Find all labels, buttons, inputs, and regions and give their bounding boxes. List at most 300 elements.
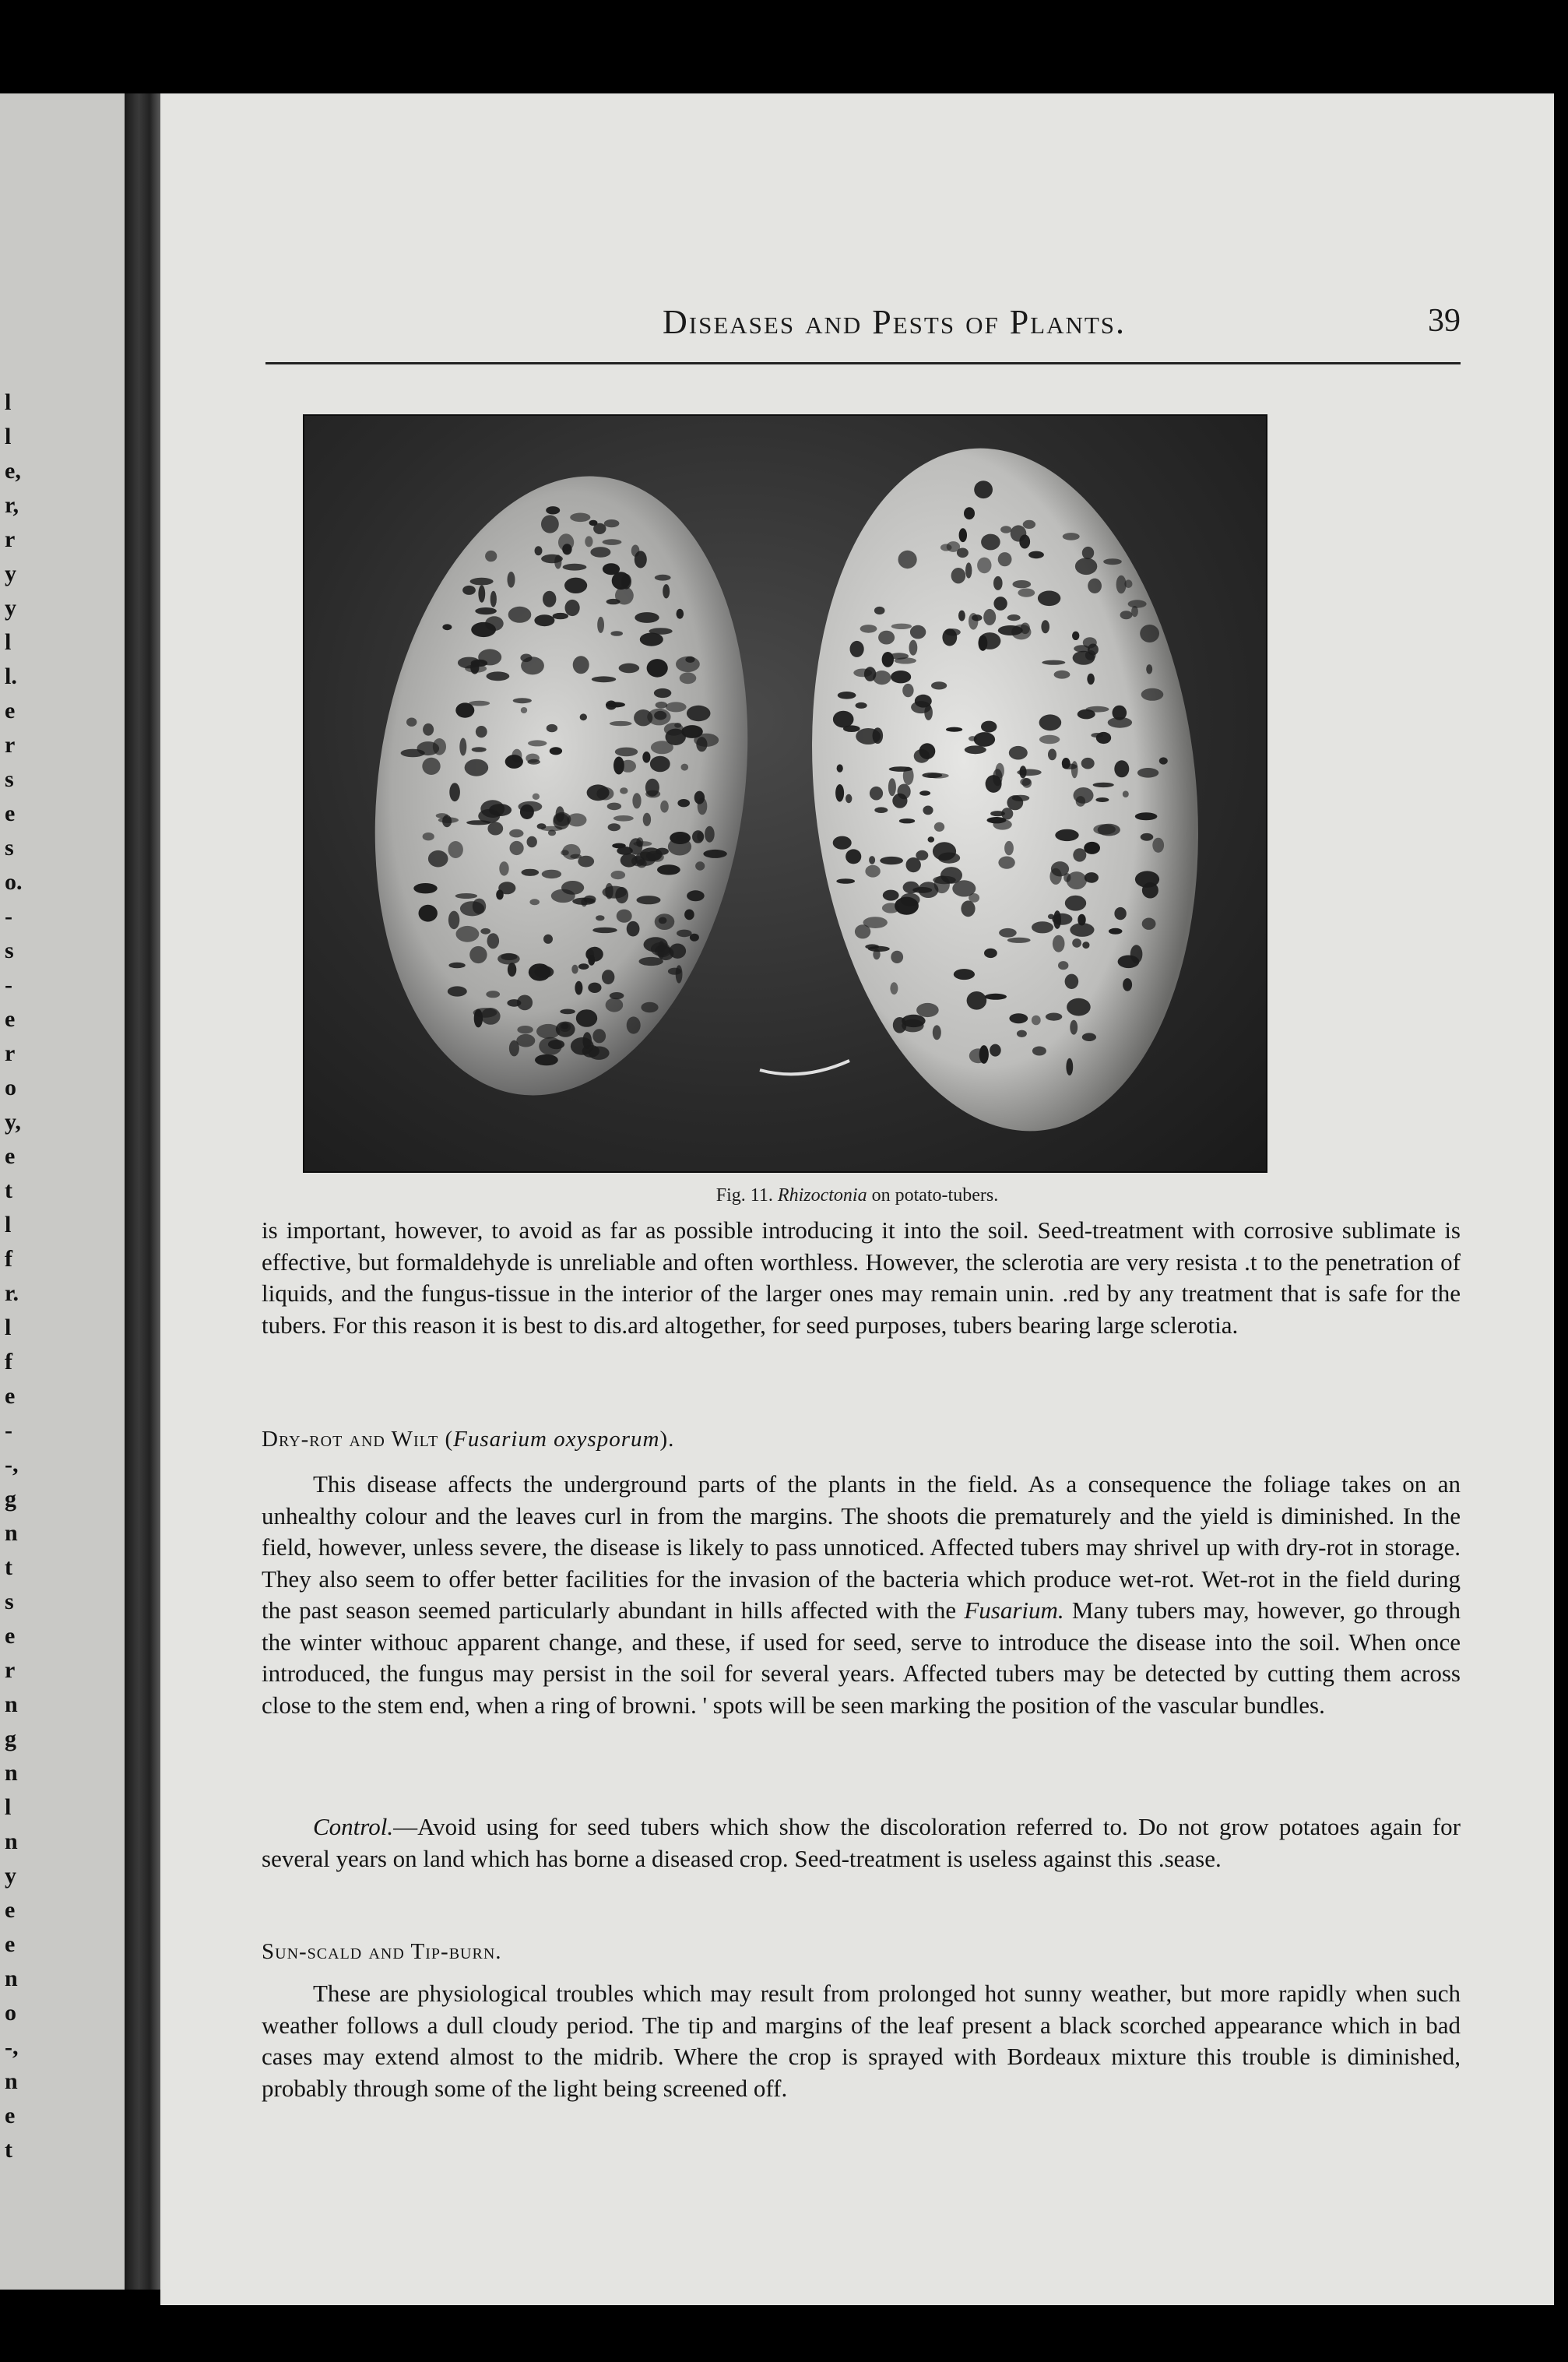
sclerotium-spot <box>1070 1020 1078 1035</box>
sclerotium-spot <box>580 713 587 720</box>
sclerotium-spot <box>981 534 1000 551</box>
facing-page-char: f <box>5 1246 12 1272</box>
sclerotium-spot <box>471 660 488 667</box>
sclerotium-spot <box>874 807 888 813</box>
sclerotium-spot <box>912 887 932 893</box>
sclerotium-spot <box>983 609 996 625</box>
sclerotium-spot <box>611 871 626 879</box>
sclerotium-spot <box>969 1048 987 1063</box>
facing-page-char: n <box>5 1829 18 1854</box>
sclerotium-spot <box>478 585 485 602</box>
running-title: Diseases and Pests of Plants. <box>663 303 1127 341</box>
sclerotium-spot <box>448 986 467 996</box>
sclerotium-spot <box>649 628 673 635</box>
right-tuber <box>779 429 1230 1150</box>
sclerotium-spot <box>942 628 957 646</box>
sclerotium-spot <box>1065 896 1086 911</box>
sclerotium-spot <box>465 759 489 776</box>
sclerotium-spot <box>705 826 715 843</box>
sclerotium-spot <box>462 586 476 595</box>
sclerotium-spot <box>610 631 623 636</box>
page-number: 39 <box>1428 303 1461 339</box>
sclerotium-spot <box>486 991 500 998</box>
sclerotium-spot <box>676 965 683 983</box>
sclerotium-spot <box>455 893 477 899</box>
sclerotium-spot <box>999 928 1017 938</box>
sclerotium-spot <box>1054 671 1071 679</box>
sclerotium-spot <box>1009 746 1028 760</box>
heading-sun-scald: Sun-scald and Tip-burn. <box>262 1939 502 1964</box>
sclerotium-spot <box>1137 768 1158 778</box>
sclerotium-spot <box>1055 829 1078 841</box>
caption-suffix: on potato-tubers. <box>871 1185 999 1206</box>
sclerotium-spot <box>869 856 875 864</box>
sclerotium-spot <box>977 558 991 574</box>
sclerotium-spot <box>1114 907 1126 920</box>
sclerotium-spot <box>934 822 944 832</box>
sclerotium-spot <box>1070 923 1094 937</box>
sclerotium-spot <box>833 711 854 728</box>
sclerotium-spot <box>510 841 524 855</box>
sclerotium-spot <box>1086 706 1109 713</box>
facing-page-char: l <box>5 389 12 415</box>
sclerotium-spot <box>1114 760 1129 777</box>
sclerotium-spot <box>550 747 562 755</box>
sclerotium-spot <box>1116 576 1127 594</box>
sclerotium-spot <box>860 625 877 633</box>
sclerotium-spot <box>1074 787 1094 804</box>
sclerotium-spot <box>878 631 895 645</box>
facing-page-char: l <box>5 1212 12 1237</box>
sclerotium-spot <box>923 806 933 815</box>
sclerotium-spot <box>1004 841 1014 855</box>
sclerotium-spot <box>684 910 694 921</box>
sclerotium-spot <box>1053 935 1065 952</box>
facing-page-char: l <box>5 629 12 655</box>
heading-paren-open: ( <box>445 1427 454 1452</box>
sclerotium-spot <box>604 519 620 527</box>
sclerotium-spot <box>640 633 663 646</box>
sclerotium-spot <box>919 743 936 759</box>
facing-page-edge <box>0 93 125 2290</box>
sclerotium-spot <box>889 766 912 772</box>
facing-page-char: y <box>5 595 16 621</box>
sclerotium-spot <box>1152 838 1164 853</box>
sclerotium-spot <box>423 833 434 840</box>
sclerotium-spot <box>951 568 966 583</box>
facing-page-char: f <box>5 1349 12 1375</box>
sclerotium-spot <box>610 721 632 726</box>
sclerotium-spot <box>1159 757 1168 764</box>
facing-page-char: o <box>5 2000 16 2026</box>
sclerotium-spot <box>529 899 540 905</box>
sclerotium-spot <box>658 941 664 959</box>
facing-page-char: s <box>5 1589 14 1614</box>
sclerotium-spot <box>855 924 870 938</box>
sclerotium-spot <box>605 883 613 899</box>
sclerotium-spot <box>592 928 617 933</box>
sclerotium-spot <box>508 572 515 588</box>
sclerotium-spot <box>469 701 490 706</box>
sclerotium-spot <box>554 812 571 826</box>
sclerotium-spot <box>1072 632 1079 640</box>
sclerotium-spot <box>1087 674 1095 685</box>
sclerotium-spot <box>637 859 647 868</box>
sclerotium-spot <box>575 981 582 995</box>
sclerotium-spot <box>513 698 532 703</box>
sclerotium-spot <box>521 707 527 713</box>
sclerotium-spot <box>922 773 942 778</box>
book-spine <box>125 93 160 2290</box>
sclerotium-spot <box>1053 910 1061 929</box>
sclerotium-spot <box>588 983 601 993</box>
sclerotium-spot <box>422 758 440 775</box>
sclerotium-spot <box>1141 833 1154 841</box>
sclerotium-spot <box>608 823 621 831</box>
sclerotium-spot <box>534 614 554 626</box>
control-label: Control. <box>313 1813 394 1840</box>
sclerotium-spot <box>660 801 669 813</box>
sclerotium-spot <box>619 664 640 674</box>
sclerotium-spot <box>617 910 632 923</box>
facing-page-char: t <box>5 1554 12 1580</box>
sclerotium-spot <box>621 574 631 590</box>
sclerotium-spot <box>1058 961 1068 970</box>
sclerotium-spot <box>613 815 634 822</box>
sclerotium-spot <box>965 562 972 578</box>
sclerotium-spot <box>676 657 700 672</box>
sclerotium-spot <box>984 949 997 958</box>
sclerotium-spot <box>998 625 1023 635</box>
sclerotium-spot <box>1039 714 1062 730</box>
dry-rot-genus: Fusarium. <box>964 1596 1064 1624</box>
heading-species: Fusarium oxysporum <box>453 1427 660 1452</box>
sclerotium-spot <box>993 597 1007 611</box>
sclerotium-spot <box>663 584 670 598</box>
sclerotium-spot <box>998 552 1012 566</box>
sclerotium-spot <box>865 865 880 878</box>
sclerotium-spot <box>698 797 708 815</box>
sclerotium-spot <box>615 748 638 757</box>
sclerotium-spot <box>561 881 584 895</box>
sclerotium-spot <box>1098 824 1120 836</box>
sclerotium-spot <box>541 515 559 533</box>
sclerotium-spot <box>650 756 670 773</box>
sclerotium-spot <box>902 1015 925 1027</box>
sclerotium-spot <box>512 749 522 763</box>
sclerotium-spot <box>906 857 921 872</box>
sclerotium-spot <box>687 890 705 901</box>
sclerotium-spot <box>1141 688 1164 701</box>
sclerotium-spot <box>1032 921 1053 933</box>
sclerotium-spot <box>606 702 625 707</box>
sclerotium-spot <box>695 861 705 870</box>
sclerotium-spot <box>850 641 864 657</box>
header-rule <box>265 362 1461 364</box>
sclerotium-spot <box>846 849 861 864</box>
facing-page-char: n <box>5 1520 18 1546</box>
sclerotium-spot <box>1048 749 1056 761</box>
sclerotium-spot <box>509 1040 519 1057</box>
sclerotium-spot <box>547 724 557 732</box>
sclerotium-spot <box>556 1022 575 1037</box>
caption-prefix: Fig. 11. <box>715 1185 773 1206</box>
sclerotium-spot <box>1039 735 1060 744</box>
sclerotium-spot <box>615 586 634 604</box>
facing-page-char: o. <box>5 869 23 895</box>
sclerotium-spot <box>639 957 663 966</box>
sclerotium-spot <box>587 784 610 801</box>
sclerotium-spot <box>508 607 532 623</box>
sclerotium-spot <box>1142 918 1156 930</box>
facing-page-char: e, <box>5 458 21 484</box>
sclerotium-spot <box>874 607 885 614</box>
sclerotium-spot <box>620 787 628 794</box>
sclerotium-spot <box>563 564 587 571</box>
sclerotium-spot <box>516 1034 535 1047</box>
sclerotium-spot <box>965 745 986 754</box>
facing-page-char: g <box>5 1726 16 1751</box>
sclerotium-spot <box>979 635 988 651</box>
sclerotium-spot <box>632 793 641 808</box>
sclerotium-spot <box>967 991 987 1010</box>
sclerotium-spot <box>958 611 965 621</box>
sclerotium-spot <box>993 819 1011 830</box>
sclerotium-spot <box>846 794 852 803</box>
sclerotium-spot <box>880 857 903 864</box>
sclerotium-spot <box>459 738 466 756</box>
sclerotium-spot <box>607 803 621 811</box>
facing-page-char: e <box>5 698 16 723</box>
sclerotium-spot <box>890 982 898 994</box>
sclerotium-spot <box>703 850 726 858</box>
sclerotium-spot <box>677 930 692 938</box>
sclerotium-spot <box>1007 614 1021 621</box>
sclerotium-spot <box>543 935 553 944</box>
sclerotium-spot <box>1028 551 1044 559</box>
sclerotium-spot <box>535 1054 558 1065</box>
sclerotium-spot <box>520 654 532 663</box>
sclerotium-spot <box>527 836 537 848</box>
sclerotium-spot <box>1091 733 1102 737</box>
sclerotium-spot <box>1007 938 1031 943</box>
sclerotium-spot <box>990 811 1005 816</box>
sclerotium-spot <box>564 578 587 593</box>
sclerotium-spot <box>666 702 687 712</box>
sclerotium-spot <box>438 817 459 823</box>
sclerotium-spot <box>621 760 636 773</box>
sclerotium-spot <box>646 851 661 861</box>
sclerotium-spot <box>1067 998 1091 1016</box>
sclerotium-spot <box>553 613 568 619</box>
sclerotium-spot <box>1113 706 1127 720</box>
sclerotium-spot <box>615 887 628 903</box>
sclerotium-spot <box>487 822 503 835</box>
sclerotium-spot <box>560 1009 575 1015</box>
sclerotium-spot <box>1020 778 1031 786</box>
sclerotium-spot <box>456 926 480 942</box>
facing-page-char: -, <box>5 2034 19 2060</box>
heading-paren-close: ). <box>659 1427 675 1452</box>
sclerotium-spot <box>933 1025 941 1040</box>
potato-tubers-photograph <box>303 414 1267 1173</box>
sclerotium-spot <box>655 575 671 581</box>
sclerotium-spot <box>565 600 580 616</box>
sclerotium-spot <box>643 813 651 826</box>
sclerotium-spot <box>1038 591 1060 607</box>
facing-page-char: -, <box>5 1452 19 1477</box>
sclerotium-spot <box>895 897 919 915</box>
sclerotium-spot <box>469 946 487 963</box>
sclerotium-spot <box>526 754 540 763</box>
sclerotium-spot <box>576 1009 597 1027</box>
sclerotium-spot <box>837 764 843 772</box>
sclerotium-spot <box>455 702 474 717</box>
sclerotium-spot <box>1135 871 1159 887</box>
sclerotium-spot <box>433 738 446 755</box>
sclerotium-spot <box>642 752 650 763</box>
sclerotium-spot <box>542 870 561 878</box>
sclerotium-spot <box>974 480 993 498</box>
dry-rot-text-a: This disease affects the underground parts of the plants in the field. As a consequence the foliage takes on an unhealthy colour and the leaves curl in from the margins. The shoots die prematurely and the yield is diminished. In the field, however, unless severe, the disease is likely to pass unnoticed. Affected tubers may shrivel up with dry-rot in storage. They also seem to offer better facilities for the invasion of the bacteria which produce wet-rot. Wet-rot in the field during the past season seemed particularly abundant in hills affected with the <box>262 1470 1461 1624</box>
facing-page-char: e <box>5 1383 16 1409</box>
facing-page-char: s <box>5 835 14 861</box>
sclerotium-spot <box>487 933 500 949</box>
sclerotium-spot <box>1019 535 1030 549</box>
sclerotium-spot <box>931 681 947 689</box>
sclerotium-spot <box>496 889 504 899</box>
sclerotium-spot <box>1032 1047 1046 1056</box>
facing-page-char: l. <box>5 664 17 689</box>
facing-page-char: e <box>5 1143 16 1169</box>
sclerotium-spot <box>413 883 437 893</box>
facing-page-char: e <box>5 1623 16 1649</box>
paragraph-seed-treatment: is important, however, to avoid as far as possible introducing it into the soil. Seed-treatment with corrosive sublimate is effective, but formaldehyde is unreliable and often worthless. However, the sclerotia are very resista .t to the penetration of liquids, and the fungus-tissue in the interior of the larger ones may remain unin. .red by any treatment that is safe for the tubers. For this reason it is best to dis.ard altogether, for seed purposes, tubers bearing large sclerotia. <box>262 1216 1461 1339</box>
facing-page-char: r <box>5 732 16 758</box>
sclerotium-spot <box>891 671 911 683</box>
sclerotium-spot <box>892 794 907 808</box>
sclerotium-spot <box>1082 942 1089 949</box>
sclerotium-spot <box>448 841 463 858</box>
sclerotium-spot <box>460 901 484 916</box>
sclerotium-spot <box>1095 797 1109 802</box>
facing-page-char: r <box>5 1040 16 1066</box>
sclerotium-spot <box>692 830 704 843</box>
sclerotium-spot <box>603 539 622 545</box>
sclerotium-spot <box>835 784 844 802</box>
sclerotium-spot <box>589 520 598 526</box>
sclerotium-spot <box>509 829 523 838</box>
sclerotium-spot <box>1012 795 1030 801</box>
sclerotium-spot <box>448 963 465 969</box>
sclerotium-spot <box>961 900 975 917</box>
sclerotium-spot <box>522 869 540 876</box>
sclerotium-spot <box>448 911 459 930</box>
sclerotium-spot <box>501 953 517 960</box>
sclerotium-spot <box>1048 914 1054 920</box>
sclerotium-spot <box>654 711 666 720</box>
sclerotium-spot <box>634 709 652 726</box>
facing-page-char: r <box>5 1657 16 1683</box>
facing-page-char: r. <box>5 1280 19 1306</box>
sclerotium-spot <box>1017 1030 1027 1037</box>
sclerotium-spot <box>957 548 969 558</box>
sclerotium-spot <box>633 841 652 847</box>
facing-page-char: s <box>5 766 14 792</box>
sclerotium-spot <box>480 928 490 935</box>
sclerotium-spot <box>473 1008 497 1018</box>
sclerotium-spot <box>676 835 687 841</box>
facing-page-char: y <box>5 561 16 586</box>
sclerotium-spot <box>470 578 494 586</box>
facing-page-char: t <box>5 2137 12 2163</box>
sclerotium-spot <box>489 804 512 816</box>
sclerotium-spot <box>1066 1058 1073 1075</box>
potato-illustration <box>304 416 1266 1171</box>
facing-page-char: s <box>5 938 14 963</box>
sclerotium-spot <box>934 875 950 893</box>
sclerotium-spot <box>585 536 592 547</box>
facing-page-char: - <box>5 1417 12 1443</box>
sclerotium-spot <box>959 528 967 542</box>
sclerotium-spot <box>631 545 640 557</box>
figure-caption <box>160 1185 1554 1206</box>
sclerotium-spot <box>554 554 561 568</box>
sclerotium-spot <box>1072 938 1081 948</box>
sclerotium-spot <box>902 684 913 697</box>
sclerotium-spot <box>1109 928 1123 935</box>
sclerotium-spot <box>891 951 903 963</box>
sclerotium-spot <box>490 591 497 607</box>
sclerotium-spot <box>596 915 604 921</box>
facing-page-char: e <box>5 2103 16 2128</box>
book-page <box>160 93 1554 2305</box>
sclerotium-spot <box>520 804 534 819</box>
sclerotium-spot <box>570 513 590 523</box>
sclerotium-spot <box>910 625 926 639</box>
sclerotium-spot <box>419 905 438 922</box>
sclerotium-spot <box>928 836 935 843</box>
facing-page-char: y, <box>5 1109 21 1135</box>
sclerotium-spot <box>853 669 872 678</box>
sclerotium-spot <box>1128 600 1147 607</box>
sclerotium-spot <box>592 676 616 682</box>
sclerotium-spot <box>1082 547 1094 559</box>
sclerotium-spot <box>406 718 417 727</box>
sclerotium-spot <box>916 1003 939 1017</box>
sclerotium-spot <box>535 546 543 555</box>
sclerotium-spot <box>1042 660 1065 665</box>
facing-page-char: e <box>5 1006 16 1032</box>
heading-dry-rot <box>262 1427 674 1452</box>
sclerotium-spot <box>1118 956 1140 969</box>
sclerotium-spot <box>856 702 867 709</box>
sclerotium-spot <box>993 576 1003 590</box>
facing-page-char: n <box>5 1760 18 1786</box>
sclerotium-spot <box>573 656 589 674</box>
paragraph-sun-scald: These are physiological troubles which may result from prolonged hot sunny weather, but more rapidly when such weather follows a dull cloudy period. The tip and margins of the leaf present a black scorched appearance which in bad cases may extend almost to the midrib. Where the crop is sprayed with Bordeaux mixture this trouble is diminished, probably through some of the light being screened off. <box>262 1980 1461 2102</box>
sclerotium-spot <box>475 607 497 614</box>
sclerotium-spot <box>919 790 930 795</box>
sclerotium-spot <box>539 1037 562 1055</box>
sclerotium-spot <box>690 934 699 942</box>
sclerotium-spot <box>1032 1016 1041 1026</box>
sclerotium-spot <box>442 624 452 630</box>
sclerotium-spot <box>543 591 556 607</box>
sclerotium-spot <box>1120 611 1133 619</box>
sclerotium-spot <box>562 844 581 860</box>
facing-page-char: t <box>5 1177 12 1203</box>
